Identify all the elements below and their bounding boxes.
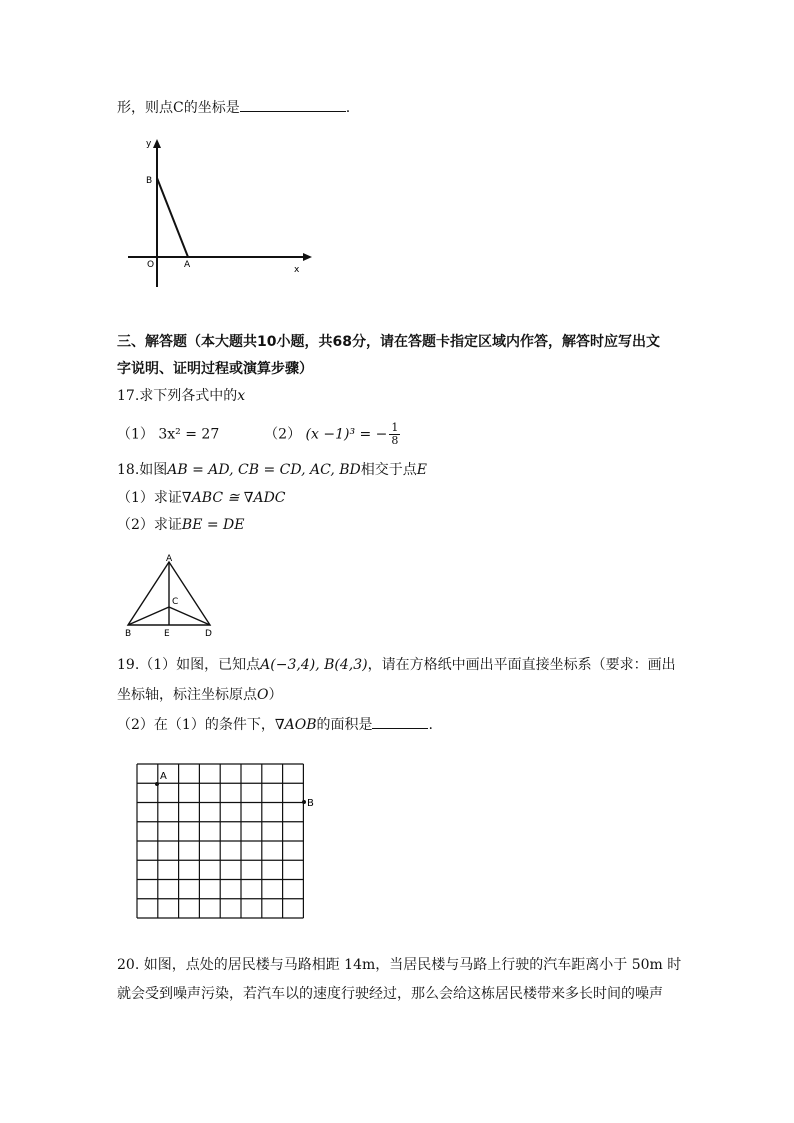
- label-y: y: [146, 139, 152, 149]
- q16-text: 形，则点C的坐标是: [117, 100, 240, 116]
- q19-answer-blank[interactable]: [372, 714, 428, 729]
- q19-l1-text2: ，请在方格纸中画出平面直接坐标系（要求：画出: [367, 657, 676, 673]
- q18-stem-end: 相交于点: [360, 462, 417, 478]
- label-b: B: [146, 176, 153, 186]
- q17-p1-eq: 3x² = 27: [158, 426, 220, 443]
- q18-conditions: AB = AD, CB = CD, AC, BD: [167, 462, 361, 478]
- q19-points: A(−3,4), B(4,3): [260, 657, 368, 673]
- q16-answer-blank[interactable]: [240, 97, 346, 112]
- q19-triangle: ∇AOB: [274, 717, 317, 733]
- q20-line1: 20. 如图，点处的居民楼与马路相距 14m，当居民楼与马路上行驶的汽车距离小于 50m 时: [117, 957, 682, 973]
- label-d: D: [205, 629, 212, 639]
- q19-l3-text2: 的面积是: [316, 717, 373, 733]
- q17-frac-den: 8: [391, 434, 399, 447]
- q18-stem: [117, 460, 427, 480]
- segment-ab: [157, 178, 188, 257]
- q19-line3: [117, 714, 433, 735]
- point-a: [155, 782, 159, 786]
- label-o: O: [147, 260, 155, 270]
- q20-line2: 就会受到噪声污染，若汽车以的速度行驶经过，那么会给这栋居民楼带来多长时间的噪声: [117, 986, 663, 1002]
- q19-line2: [117, 685, 282, 705]
- label-a: A: [166, 554, 173, 564]
- figure-16-axes: [120, 130, 320, 295]
- q17-parts: [117, 422, 400, 447]
- q18-point: E: [416, 462, 427, 478]
- q18-p2-label: （2）求证: [117, 517, 182, 533]
- figure-19-grid: [130, 760, 330, 925]
- q19-l2-text: 坐标轴，标注坐标原点: [117, 687, 257, 703]
- q19-l3-end: .: [428, 717, 433, 733]
- q17-p1-label: （1）: [117, 426, 154, 443]
- q17-frac-num: 1: [391, 421, 399, 434]
- x-axis: [128, 253, 312, 261]
- label-b: B: [307, 798, 314, 809]
- q19-l3-text: （2）在（1）的条件下，: [117, 717, 275, 733]
- q18-p2-stmt: BE = DE: [181, 517, 245, 533]
- label-a: A: [184, 260, 191, 270]
- section3-heading-line2: 字说明、证明过程或演算步骤）: [117, 361, 313, 377]
- point-b: [302, 800, 306, 804]
- label-b: B: [125, 629, 132, 639]
- q18-p1-stmt: ∇ABC ≅ ∇ADC: [181, 490, 286, 506]
- q17-stem: [117, 386, 245, 406]
- label-e: E: [164, 629, 170, 639]
- q16-tail-line: [117, 97, 350, 118]
- q16-period: .: [345, 100, 351, 116]
- q17-p2-label: （2）: [264, 426, 302, 443]
- label-c: C: [172, 597, 179, 607]
- q18-stem-text: 18.如图: [117, 462, 168, 478]
- q19-l1-text: 19.（1）如图，已知点: [117, 657, 261, 673]
- q18-part1: [117, 488, 286, 508]
- q17-p2-eq: (x −1)³ = −: [305, 426, 388, 443]
- q17-stem-text: 17.求下列各式中的: [117, 388, 238, 404]
- q17-fraction: [389, 422, 400, 447]
- grid-lines: [137, 764, 303, 918]
- q18-part2: [117, 515, 245, 535]
- q17-var: x: [237, 388, 246, 404]
- q19-l2-end: ）: [268, 687, 283, 703]
- label-x: x: [294, 265, 300, 275]
- label-a: A: [160, 771, 167, 782]
- q19-line1: [117, 655, 676, 675]
- q18-p1-label: （1）求证: [117, 490, 182, 506]
- q19-origin: O: [257, 687, 269, 703]
- y-axis: [153, 139, 161, 287]
- section3-heading-line1: 三、解答题（本大题共10小题，共68分，请在答题卡指定区域内作答，解答时应写出文: [117, 334, 660, 350]
- figure-18-triangle: [122, 552, 222, 642]
